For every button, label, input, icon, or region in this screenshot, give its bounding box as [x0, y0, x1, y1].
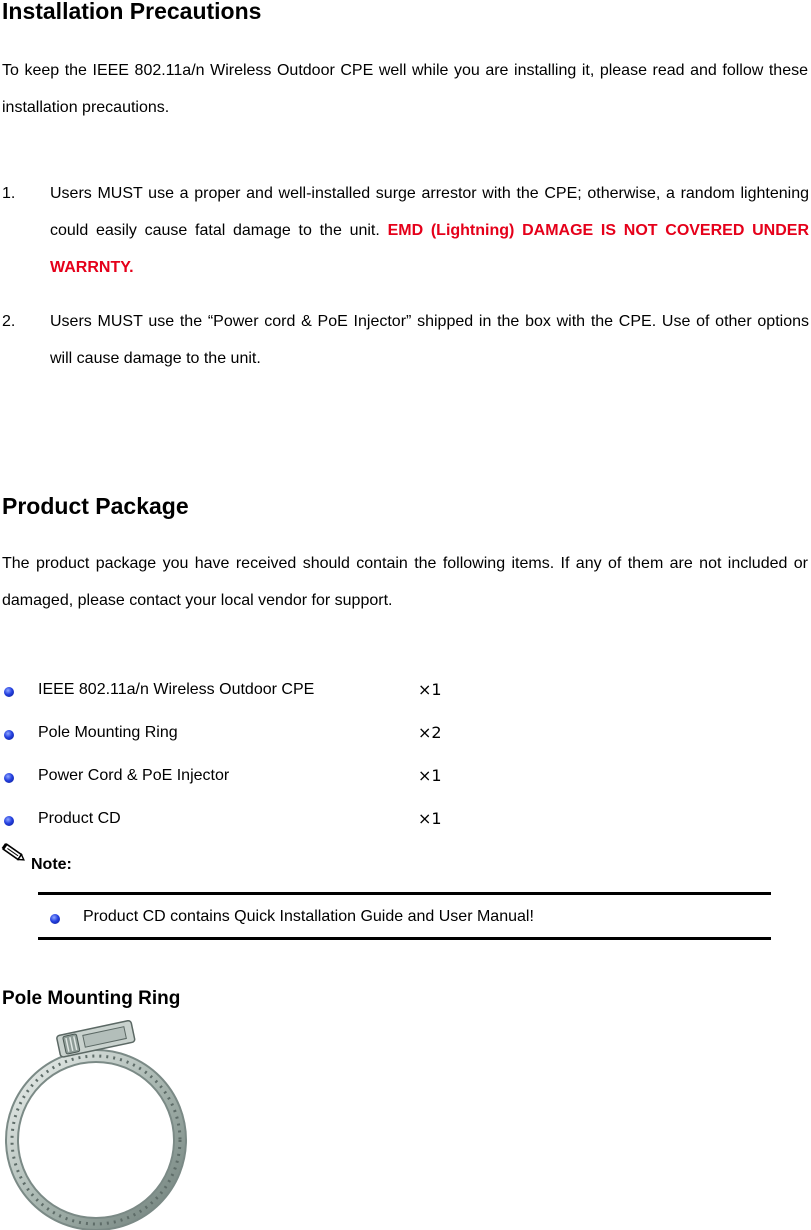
section-title-package: Product Package — [2, 493, 189, 519]
bullet-icon — [4, 773, 14, 783]
package-item-qty: ×1 — [418, 766, 442, 785]
note-text: Product CD contains Quick Installation Guide and User Manual! — [83, 908, 534, 925]
note-top-rule — [38, 892, 771, 895]
package-item-qty: ×2 — [418, 723, 442, 742]
package-intro: The product package you have received should contain the following items. If any of them are not included or damaged, please contact your local vendor for support. — [2, 555, 808, 609]
bullet-icon — [50, 914, 60, 924]
bullet-icon — [4, 730, 14, 740]
package-item-name: Product CD — [38, 810, 121, 827]
package-item-name: Pole Mounting Ring — [38, 724, 178, 741]
warranty-warning: EMD (Lightning) DAMAGE IS NOT COVERED UNDER WARRNTY. — [50, 222, 810, 276]
precaution-number-1: 1. — [2, 185, 16, 202]
note-label: Note: — [31, 856, 72, 873]
precaution-item-1 — [50, 175, 809, 286]
package-item-qty: ×1 — [418, 680, 442, 699]
pole-mounting-ring-image — [0, 1018, 200, 1230]
precaution-number-2: 2. — [2, 313, 16, 330]
bullet-icon — [4, 687, 14, 697]
installation-intro: To keep the IEEE 802.11a/n Wireless Outdoor CPE well while you are installing it, please read and follow these installation precautions. — [2, 62, 808, 116]
section-title-installation: Installation Precautions — [2, 0, 262, 24]
package-item-name: Power Cord & PoE Injector — [38, 767, 230, 784]
bullet-icon — [4, 816, 14, 826]
section-title-ring: Pole Mounting Ring — [2, 988, 181, 1009]
pencil-icon — [0, 840, 28, 866]
precaution-text-1: Users MUST use a proper and well-installed surge arrestor with the CPE; otherwise, a random lightening could easily cause fatal damage to the unit. — [50, 185, 809, 239]
package-item-qty: ×1 — [418, 809, 442, 828]
note-bottom-rule — [38, 937, 771, 940]
package-item-name: IEEE 802.11a/n Wireless Outdoor CPE — [38, 681, 315, 698]
precaution-item-2: Users MUST use the “Power cord & PoE Injector” shipped in the box with the CPE. Use of other options will cause damage to the unit. — [50, 313, 809, 367]
